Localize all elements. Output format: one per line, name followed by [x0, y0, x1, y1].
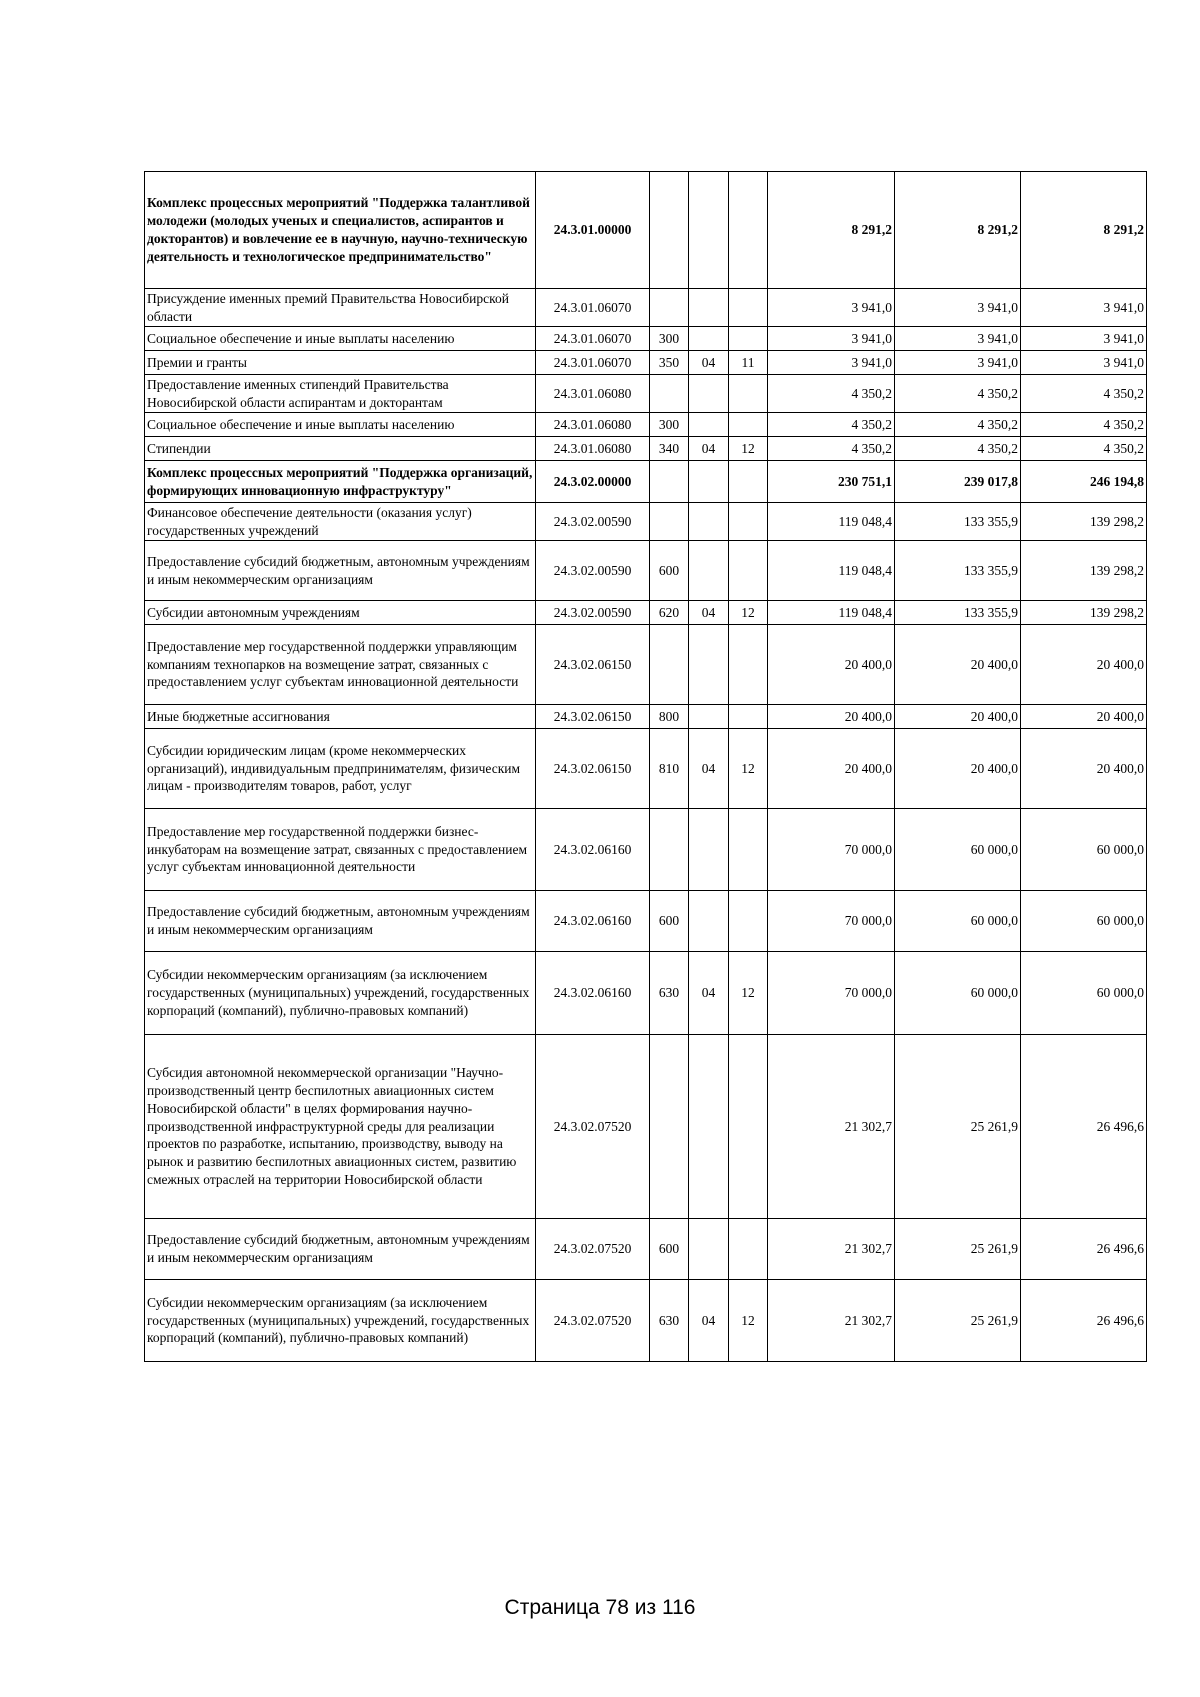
target-article-code-cell: 24.3.02.00590: [536, 541, 650, 601]
table-body: [145, 172, 1147, 1362]
amount-year3-cell: 26 496,6: [1021, 1280, 1147, 1362]
table-row: [145, 705, 1147, 729]
row-name-cell: Стипендии: [145, 437, 536, 461]
target-article-code-cell: 24.3.02.06160: [536, 809, 650, 891]
amount-year2-cell: 133 355,9: [895, 541, 1021, 601]
subsection-code-cell: [729, 1035, 768, 1219]
table-row: [145, 1219, 1147, 1280]
amount-year3-cell: 60 000,0: [1021, 952, 1147, 1035]
amount-year1-cell: 20 400,0: [768, 705, 895, 729]
row-name-cell: Предоставление именных стипендий Правительства Новосибирской области аспирантам и докторантам: [145, 375, 536, 413]
table-row: [145, 1035, 1147, 1219]
table-row: [145, 172, 1147, 289]
amount-year3-cell: 20 400,0: [1021, 729, 1147, 809]
amount-year3-cell: 4 350,2: [1021, 375, 1147, 413]
expense-type-cell: 300: [650, 413, 689, 437]
amount-year1-cell: 21 302,7: [768, 1035, 895, 1219]
amount-year1-cell: 3 941,0: [768, 351, 895, 375]
target-article-code-cell: 24.3.02.06160: [536, 952, 650, 1035]
amount-year1-cell: 4 350,2: [768, 413, 895, 437]
table-row: [145, 541, 1147, 601]
amount-year1-cell: 230 751,1: [768, 461, 895, 503]
row-name-cell: Предоставление мер государственной поддержки бизнес-инкубаторам на возмещение затрат, связанных с предоставлением услуг субъектам инновационной деятельности: [145, 809, 536, 891]
amount-year1-cell: 70 000,0: [768, 891, 895, 952]
amount-year3-cell: 60 000,0: [1021, 891, 1147, 952]
amount-year3-cell: 3 941,0: [1021, 351, 1147, 375]
subsection-code-cell: 12: [729, 601, 768, 625]
subsection-code-cell: [729, 289, 768, 327]
amount-year2-cell: 4 350,2: [895, 413, 1021, 437]
target-article-code-cell: 24.3.02.06150: [536, 705, 650, 729]
amount-year3-cell: 60 000,0: [1021, 809, 1147, 891]
section-code-cell: [689, 705, 729, 729]
amount-year3-cell: 26 496,6: [1021, 1035, 1147, 1219]
row-name-cell: Субсидия автономной некоммерческой организации "Научно-производственный центр беспилотных авиационных систем Новосибирской области" в целях формирования научно-производственной инфраструктурной среды для реализации проектов по разработке, испытанию, производству, выводу на рынок и развитию беспилотных авиационных систем, развитию смежных отраслей на территории Новосибирской области: [145, 1035, 536, 1219]
subsection-code-cell: 12: [729, 729, 768, 809]
table-row: [145, 891, 1147, 952]
row-name-cell: Субсидии автономным учреждениям: [145, 601, 536, 625]
amount-year2-cell: 25 261,9: [895, 1280, 1021, 1362]
table-row: [145, 503, 1147, 541]
amount-year2-cell: 25 261,9: [895, 1035, 1021, 1219]
expense-type-cell: [650, 172, 689, 289]
expense-type-cell: [650, 1035, 689, 1219]
amount-year3-cell: 20 400,0: [1021, 625, 1147, 705]
subsection-code-cell: [729, 503, 768, 541]
section-code-cell: 04: [689, 437, 729, 461]
row-name-cell: Иные бюджетные ассигнования: [145, 705, 536, 729]
amount-year1-cell: 70 000,0: [768, 809, 895, 891]
amount-year2-cell: 3 941,0: [895, 351, 1021, 375]
section-code-cell: 04: [689, 601, 729, 625]
table-row: [145, 289, 1147, 327]
table-row: [145, 729, 1147, 809]
budget-table: [144, 171, 1147, 1362]
amount-year1-cell: 119 048,4: [768, 541, 895, 601]
section-code-cell: 04: [689, 1280, 729, 1362]
table-row: [145, 601, 1147, 625]
amount-year3-cell: 3 941,0: [1021, 289, 1147, 327]
table-row: [145, 437, 1147, 461]
amount-year2-cell: 60 000,0: [895, 891, 1021, 952]
table-row: [145, 461, 1147, 503]
subsection-code-cell: [729, 375, 768, 413]
target-article-code-cell: 24.3.02.07520: [536, 1035, 650, 1219]
amount-year1-cell: 119 048,4: [768, 503, 895, 541]
amount-year3-cell: 139 298,2: [1021, 541, 1147, 601]
amount-year3-cell: 139 298,2: [1021, 503, 1147, 541]
amount-year1-cell: 3 941,0: [768, 289, 895, 327]
row-name-cell: Предоставление субсидий бюджетным, автономным учреждениям и иным некоммерческим организациям: [145, 541, 536, 601]
table-row: [145, 413, 1147, 437]
amount-year1-cell: 70 000,0: [768, 952, 895, 1035]
amount-year3-cell: 139 298,2: [1021, 601, 1147, 625]
subsection-code-cell: [729, 461, 768, 503]
target-article-code-cell: 24.3.01.06080: [536, 413, 650, 437]
amount-year2-cell: 20 400,0: [895, 705, 1021, 729]
section-code-cell: [689, 625, 729, 705]
row-name-cell: Социальное обеспечение и иные выплаты населению: [145, 327, 536, 351]
table-row: [145, 809, 1147, 891]
amount-year3-cell: 246 194,8: [1021, 461, 1147, 503]
row-name-cell: Предоставление субсидий бюджетным, автономным учреждениям и иным некоммерческим организациям: [145, 891, 536, 952]
row-name-cell: Премии и гранты: [145, 351, 536, 375]
expense-type-cell: 800: [650, 705, 689, 729]
subsection-code-cell: 12: [729, 437, 768, 461]
target-article-code-cell: 24.3.02.06160: [536, 891, 650, 952]
expense-type-cell: [650, 503, 689, 541]
row-name-cell: Комплекс процессных мероприятий "Поддержка талантливой молодежи (молодых ученых и специалистов, аспирантов и докторантов) и вовлечение ее в научную, научно-техническую деятельность и технологическое предпринимательство": [145, 172, 536, 289]
row-name-cell: Субсидии некоммерческим организациям (за исключением государственных (муниципальных) учреждений, государственных корпораций (компаний), публично-правовых компаний): [145, 1280, 536, 1362]
amount-year3-cell: 26 496,6: [1021, 1219, 1147, 1280]
amount-year3-cell: 3 941,0: [1021, 327, 1147, 351]
amount-year1-cell: 21 302,7: [768, 1219, 895, 1280]
section-code-cell: [689, 289, 729, 327]
section-code-cell: [689, 809, 729, 891]
amount-year2-cell: 60 000,0: [895, 952, 1021, 1035]
subsection-code-cell: [729, 891, 768, 952]
subsection-code-cell: 11: [729, 351, 768, 375]
amount-year1-cell: 4 350,2: [768, 375, 895, 413]
subsection-code-cell: [729, 705, 768, 729]
row-name-cell: Предоставление мер государственной поддержки управляющим компаниям технопарков на возмещение затрат, связанных с предоставлением услуг субъектам инновационной деятельности: [145, 625, 536, 705]
section-code-cell: [689, 172, 729, 289]
amount-year2-cell: 133 355,9: [895, 601, 1021, 625]
page-number: Страница 78 из 116: [504, 1596, 696, 1619]
expense-type-cell: 600: [650, 1219, 689, 1280]
section-code-cell: [689, 1035, 729, 1219]
amount-year2-cell: 3 941,0: [895, 327, 1021, 351]
row-name-cell: Предоставление субсидий бюджетным, автономным учреждениям и иным некоммерческим организациям: [145, 1219, 536, 1280]
section-code-cell: [689, 503, 729, 541]
target-article-code-cell: 24.3.02.00000: [536, 461, 650, 503]
expense-type-cell: 340: [650, 437, 689, 461]
row-name-cell: Финансовое обеспечение деятельности (оказания услуг) государственных учреждений: [145, 503, 536, 541]
target-article-code-cell: 24.3.02.07520: [536, 1280, 650, 1362]
section-code-cell: 04: [689, 729, 729, 809]
amount-year2-cell: 3 941,0: [895, 289, 1021, 327]
section-code-cell: 04: [689, 351, 729, 375]
target-article-code-cell: 24.3.02.06150: [536, 729, 650, 809]
expense-type-cell: 300: [650, 327, 689, 351]
expense-type-cell: 600: [650, 541, 689, 601]
subsection-code-cell: [729, 413, 768, 437]
section-code-cell: [689, 461, 729, 503]
amount-year2-cell: 4 350,2: [895, 375, 1021, 413]
amount-year1-cell: 20 400,0: [768, 729, 895, 809]
subsection-code-cell: [729, 625, 768, 705]
amount-year2-cell: 25 261,9: [895, 1219, 1021, 1280]
amount-year2-cell: 4 350,2: [895, 437, 1021, 461]
expense-type-cell: [650, 461, 689, 503]
section-code-cell: [689, 413, 729, 437]
section-code-cell: [689, 327, 729, 351]
subsection-code-cell: 12: [729, 1280, 768, 1362]
section-code-cell: [689, 891, 729, 952]
section-code-cell: 04: [689, 952, 729, 1035]
amount-year2-cell: 133 355,9: [895, 503, 1021, 541]
expense-type-cell: [650, 625, 689, 705]
target-article-code-cell: 24.3.01.06070: [536, 289, 650, 327]
expense-type-cell: 600: [650, 891, 689, 952]
row-name-cell: Субсидии некоммерческим организациям (за исключением государственных (муниципальных) учреждений, государственных корпораций (компаний), публично-правовых компаний): [145, 952, 536, 1035]
expense-type-cell: 350: [650, 351, 689, 375]
subsection-code-cell: [729, 327, 768, 351]
amount-year2-cell: 20 400,0: [895, 625, 1021, 705]
amount-year2-cell: 239 017,8: [895, 461, 1021, 503]
amount-year3-cell: 8 291,2: [1021, 172, 1147, 289]
row-name-cell: Субсидии юридическим лицам (кроме некоммерческих организаций), индивидуальным предпринимателям, физическим лицам - производителям товаров, работ, услуг: [145, 729, 536, 809]
amount-year1-cell: 8 291,2: [768, 172, 895, 289]
table-row: [145, 327, 1147, 351]
table-row: [145, 952, 1147, 1035]
target-article-code-cell: 24.3.02.00590: [536, 601, 650, 625]
expense-type-cell: [650, 289, 689, 327]
target-article-code-cell: 24.3.01.06070: [536, 327, 650, 351]
amount-year1-cell: 20 400,0: [768, 625, 895, 705]
table-row: [145, 1280, 1147, 1362]
row-name-cell: Комплекс процессных мероприятий "Поддержка организаций, формирующих инновационную инфраструктуру": [145, 461, 536, 503]
subsection-code-cell: [729, 809, 768, 891]
row-name-cell: Социальное обеспечение и иные выплаты населению: [145, 413, 536, 437]
expense-type-cell: [650, 809, 689, 891]
target-article-code-cell: 24.3.02.06150: [536, 625, 650, 705]
table-row: [145, 351, 1147, 375]
amount-year1-cell: 4 350,2: [768, 437, 895, 461]
table-row: [145, 375, 1147, 413]
subsection-code-cell: [729, 172, 768, 289]
expense-type-cell: 620: [650, 601, 689, 625]
target-article-code-cell: 24.3.02.07520: [536, 1219, 650, 1280]
target-article-code-cell: 24.3.01.06070: [536, 351, 650, 375]
amount-year2-cell: 20 400,0: [895, 729, 1021, 809]
table-row: [145, 625, 1147, 705]
row-name-cell: Присуждение именных премий Правительства Новосибирской области: [145, 289, 536, 327]
target-article-code-cell: 24.3.01.00000: [536, 172, 650, 289]
subsection-code-cell: [729, 1219, 768, 1280]
amount-year1-cell: 3 941,0: [768, 327, 895, 351]
amount-year3-cell: 4 350,2: [1021, 437, 1147, 461]
subsection-code-cell: [729, 541, 768, 601]
expense-type-cell: 630: [650, 1280, 689, 1362]
section-code-cell: [689, 541, 729, 601]
expense-type-cell: 810: [650, 729, 689, 809]
amount-year1-cell: 21 302,7: [768, 1280, 895, 1362]
amount-year1-cell: 119 048,4: [768, 601, 895, 625]
amount-year2-cell: 8 291,2: [895, 172, 1021, 289]
amount-year2-cell: 60 000,0: [895, 809, 1021, 891]
section-code-cell: [689, 1219, 729, 1280]
expense-type-cell: [650, 375, 689, 413]
expense-type-cell: 630: [650, 952, 689, 1035]
subsection-code-cell: 12: [729, 952, 768, 1035]
target-article-code-cell: 24.3.02.00590: [536, 503, 650, 541]
amount-year3-cell: 4 350,2: [1021, 413, 1147, 437]
section-code-cell: [689, 375, 729, 413]
amount-year3-cell: 20 400,0: [1021, 705, 1147, 729]
target-article-code-cell: 24.3.01.06080: [536, 437, 650, 461]
target-article-code-cell: 24.3.01.06080: [536, 375, 650, 413]
